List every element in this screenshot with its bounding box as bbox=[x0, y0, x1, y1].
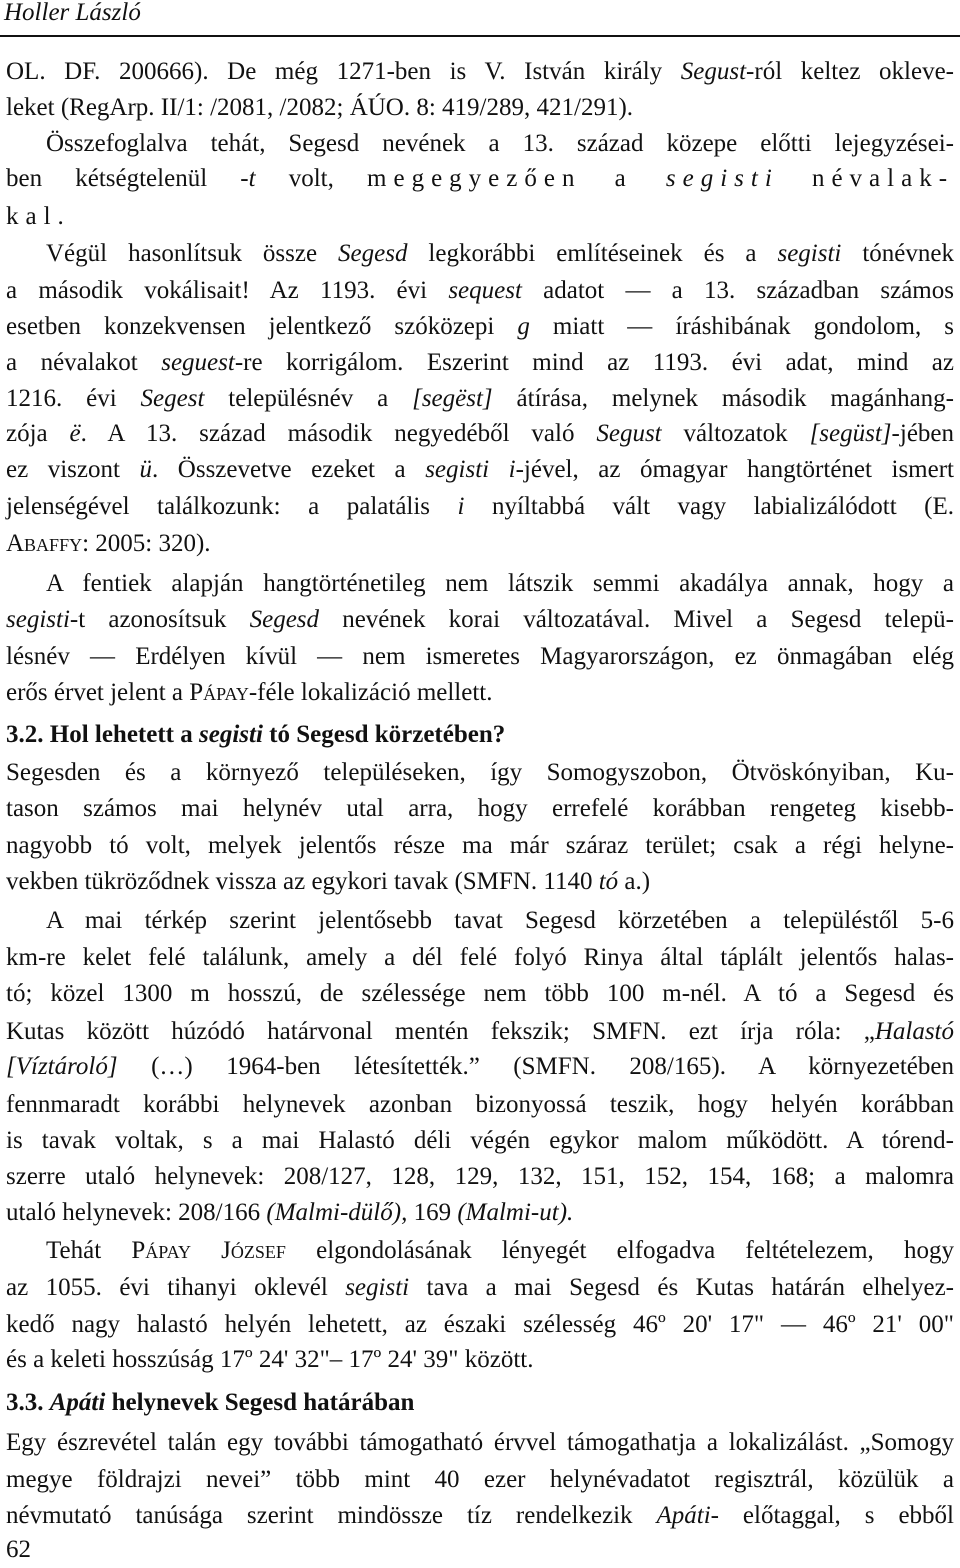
text-run: tónévnek bbox=[841, 240, 954, 267]
text-line bbox=[6, 1500, 954, 1532]
text-run bbox=[779, 165, 812, 192]
text-run: -re korrigálom. Eszerint mind az 1193. évi adat, mind az bbox=[234, 349, 954, 376]
text-line bbox=[6, 942, 954, 974]
text-run: nevének korai változatával. Mivel a Segesd telepü- bbox=[319, 606, 954, 633]
text-line bbox=[6, 866, 954, 898]
text-run: : 2005: 320). bbox=[82, 530, 211, 557]
text-run: volt, bbox=[255, 165, 368, 192]
text-line bbox=[46, 568, 954, 600]
text-line bbox=[6, 1161, 954, 1193]
styled-text-run: Pápay bbox=[189, 679, 249, 706]
text-run: megye földrajzi nevei” több mint 40 ezer helynévadatot regisztrál, közülük a bbox=[6, 1466, 954, 1493]
text-run: névmutató tanúsága szerint mindössze tíz rendelkezik bbox=[6, 1502, 657, 1529]
styled-text-run: (Malmi-dülő), bbox=[266, 1199, 408, 1226]
text-run: . A 13. század második negyedéből való bbox=[80, 420, 597, 447]
text-run: jelenségével találkozunk: a palatális bbox=[6, 493, 458, 520]
styled-text-run: Segesd bbox=[338, 240, 408, 267]
styled-text-run: [Víztároló] bbox=[6, 1053, 118, 1080]
styled-text-run: 3.3. bbox=[6, 1389, 50, 1416]
styled-text-run: 3.2. Hol lehetett a bbox=[6, 721, 200, 748]
text-run: az 1055. évi tihanyi oklevél bbox=[6, 1274, 346, 1301]
text-line bbox=[6, 978, 954, 1010]
text-line bbox=[6, 719, 954, 751]
text-run: Tehát bbox=[46, 1237, 132, 1264]
text-run: Segesden és a környező településeken, így Somogyszobon, Ötvöskónyiban, Ku- bbox=[6, 759, 954, 786]
styled-text-run: Halastó bbox=[874, 1018, 954, 1045]
styled-text-run: segisti bbox=[777, 240, 842, 267]
running-header: Holler László bbox=[4, 0, 141, 26]
text-run: (…) 1964-ben létesítették.” (SMFN. 208/165). A környezetében bbox=[117, 1053, 954, 1080]
text-line bbox=[6, 1089, 954, 1121]
styled-text-run: Apáti bbox=[49, 1389, 106, 1416]
text-run: átírása, melynek második magánhang- bbox=[492, 385, 954, 412]
text-run: fennmaradt korábbi helynevek azonban bizonyossá teszik, hogy helyén korábban bbox=[6, 1091, 954, 1118]
styled-text-run: megegyezően bbox=[367, 165, 582, 192]
text-run: Kutas között húzódó határvonal mentén fekszik; SMFN. ezt írja róla: „ bbox=[6, 1018, 875, 1045]
text-line bbox=[6, 56, 954, 88]
text-run: -féle lokalizáció mellett. bbox=[248, 679, 493, 706]
styled-text-run: (Malmi-ut). bbox=[457, 1199, 574, 1226]
text-run bbox=[581, 165, 614, 192]
text-line bbox=[6, 757, 954, 789]
text-run: miatt — íráshibának gondolom, s bbox=[529, 313, 954, 340]
styled-text-run: segisti bbox=[665, 165, 779, 192]
text-run: esetben konzekvensen jelentkező szóközepi bbox=[6, 313, 518, 340]
styled-text-run: a bbox=[614, 165, 633, 192]
styled-text-run: ü bbox=[139, 456, 152, 483]
text-line bbox=[6, 454, 954, 486]
text-line bbox=[46, 905, 954, 937]
text-line bbox=[6, 201, 954, 233]
text-line bbox=[6, 1344, 954, 1376]
text-line bbox=[6, 491, 954, 523]
text-run: 169 bbox=[407, 1199, 458, 1226]
text-run: és a keleti hosszúság 17º 24' 32"– 17º 24' 39" között. bbox=[6, 1346, 534, 1373]
styled-text-run: névalak- bbox=[811, 165, 955, 192]
styled-text-run: [segëst] bbox=[412, 385, 493, 412]
text-run: tava a mai Segesd és Kutas határán elhelyez- bbox=[409, 1274, 954, 1301]
text-line bbox=[6, 830, 954, 862]
text-run: Összefoglalva tehát, Segesd nevének a 13. század közepe előtti lejegyzései- bbox=[46, 130, 954, 157]
styled-text-run: segisti bbox=[6, 606, 70, 633]
text-run: lésnév — Erdélyen kívül — nem ismeretes Magyarországon, ez önmagában elég bbox=[6, 643, 954, 670]
text-run: nagyobb tó volt, melyek jelentős része ma már száraz terület; csak a régi helyne- bbox=[6, 832, 954, 859]
styled-text-run: Apáti bbox=[656, 1502, 711, 1529]
text-run: ez viszont bbox=[6, 456, 140, 483]
page-number: 62 bbox=[6, 1536, 31, 1563]
text-run: utaló helynevek: 208/166 bbox=[6, 1199, 267, 1226]
styled-text-run: Segust bbox=[680, 58, 747, 85]
text-line bbox=[6, 1272, 954, 1304]
text-line bbox=[6, 163, 954, 195]
styled-text-run: Segust bbox=[596, 420, 662, 447]
styled-text-run: segisti i bbox=[425, 456, 516, 483]
text-run: kedő nagy halastó helyén lehetett, az északi szélesség 46º 20' 17" — 46º 21' 00" bbox=[6, 1311, 954, 1338]
text-line bbox=[6, 641, 954, 673]
styled-text-run: i bbox=[457, 493, 465, 520]
text-line bbox=[6, 418, 954, 450]
header-rule bbox=[0, 35, 960, 37]
text-run: legkorábbi említéseinek és a bbox=[407, 240, 778, 267]
text-run bbox=[633, 165, 666, 192]
text-line bbox=[6, 1387, 954, 1419]
text-run: -jével, az ómagyar hangtörténet ismert bbox=[515, 456, 954, 483]
text-run: A fentiek alapján hangtörténetileg nem látszik semmi akadálya annak, hogy a bbox=[46, 570, 954, 597]
text-line bbox=[6, 1197, 954, 1229]
text-run: tó; közel 1300 m hosszú, de szélessége nem több 100 m-nél. A tó a Segesd és bbox=[6, 980, 954, 1007]
text-run: -t azonosítsuk bbox=[69, 606, 250, 633]
text-run: Egy észrevétel talán egy további támogatható érvvel támogathatja a lokalizálást. „Somogy bbox=[6, 1429, 954, 1456]
text-run: ben kétségtelenül - bbox=[6, 165, 249, 192]
text-run: elgondolásának lényegét elfogadva feltételezem, hogy bbox=[285, 1237, 954, 1264]
text-run: nyíltabbá vált vagy labializálódott (E. bbox=[464, 493, 954, 520]
text-line bbox=[6, 1125, 954, 1157]
text-line bbox=[6, 1016, 954, 1048]
text-run: -ról keltez okleve- bbox=[746, 58, 955, 85]
styled-text-run: tó bbox=[598, 868, 619, 895]
text-run: leket (RegArp. II/1: /2081, /2082; ÁÚO. 8: 419/289, 421/291). bbox=[6, 94, 634, 121]
text-line bbox=[6, 528, 954, 560]
styled-text-run: ë bbox=[69, 420, 81, 447]
styled-text-run: [següst] bbox=[809, 420, 892, 447]
styled-text-run: kal. bbox=[6, 203, 71, 230]
text-line bbox=[6, 1051, 954, 1083]
text-run: adatot — a 13. században számos bbox=[521, 277, 954, 304]
styled-text-run: helynevek Segesd határában bbox=[105, 1389, 415, 1416]
text-line bbox=[6, 383, 954, 415]
text-run: 1216. évi bbox=[6, 385, 141, 412]
text-run: -jében bbox=[891, 420, 955, 447]
text-line bbox=[6, 677, 954, 709]
text-line bbox=[6, 1464, 954, 1496]
text-line bbox=[6, 311, 954, 343]
text-run: a.) bbox=[618, 868, 651, 895]
text-line bbox=[6, 1309, 954, 1341]
text-run: km-re kelet felé találunk, amely a dél felé folyó Rinya által táplált jelentős halas- bbox=[6, 944, 954, 971]
text-line bbox=[6, 604, 954, 636]
styled-text-run: Abaffy bbox=[6, 530, 83, 557]
styled-text-run: segisti bbox=[199, 721, 263, 748]
text-run: A mai térkép szerint jelentősebb tavat Segesd körzetében a településtől 5-6 bbox=[46, 907, 954, 934]
styled-text-run: segisti bbox=[345, 1274, 410, 1301]
text-line bbox=[6, 347, 954, 379]
styled-text-run: seguest bbox=[161, 349, 235, 376]
text-run: településnév a bbox=[204, 385, 413, 412]
styled-text-run: Segest bbox=[140, 385, 205, 412]
styled-text-run: g bbox=[517, 313, 530, 340]
styled-text-run: sequest bbox=[448, 277, 522, 304]
text-line bbox=[46, 238, 954, 270]
styled-text-run: t bbox=[248, 165, 256, 192]
text-run: a névalakot bbox=[6, 349, 162, 376]
text-line bbox=[46, 1235, 954, 1267]
text-line bbox=[46, 128, 954, 160]
text-line bbox=[6, 793, 954, 825]
text-line bbox=[6, 275, 954, 307]
text-run: is tavak voltak, s a mai Halastó déli végén egykor malom működött. A tórend- bbox=[6, 1127, 954, 1154]
styled-text-run: Segesd bbox=[249, 606, 320, 633]
text-run: vekben tükröződnek vissza az egykori tavak (SMFN. 1140 bbox=[6, 868, 599, 895]
text-run: a második vokálisait! Az 1193. évi bbox=[6, 277, 449, 304]
text-run: változatok bbox=[661, 420, 810, 447]
text-run: OL. DF. 200666). De még 1271-ben is V. István király bbox=[6, 58, 681, 85]
styled-text-run: Pápay József bbox=[131, 1237, 286, 1264]
text-run: . Összevetve ezeket a bbox=[152, 456, 426, 483]
text-run: zója bbox=[6, 420, 70, 447]
text-line bbox=[6, 1427, 954, 1459]
text-run: erős érvet jelent a bbox=[6, 679, 190, 706]
text-run: szerre utaló helynevek: 208/127, 128, 129, 132, 151, 152, 154, 168; a malomra bbox=[6, 1163, 954, 1190]
styled-text-run: tó Segesd körzetében? bbox=[262, 721, 506, 748]
text-run: Végül hasonlítsuk össze bbox=[46, 240, 339, 267]
text-run: - előtaggal, s ebből bbox=[710, 1502, 954, 1529]
text-line bbox=[6, 92, 954, 124]
text-run: tason számos mai helynév utal arra, hogy errefelé korábban rengeteg kisebb- bbox=[6, 795, 954, 822]
